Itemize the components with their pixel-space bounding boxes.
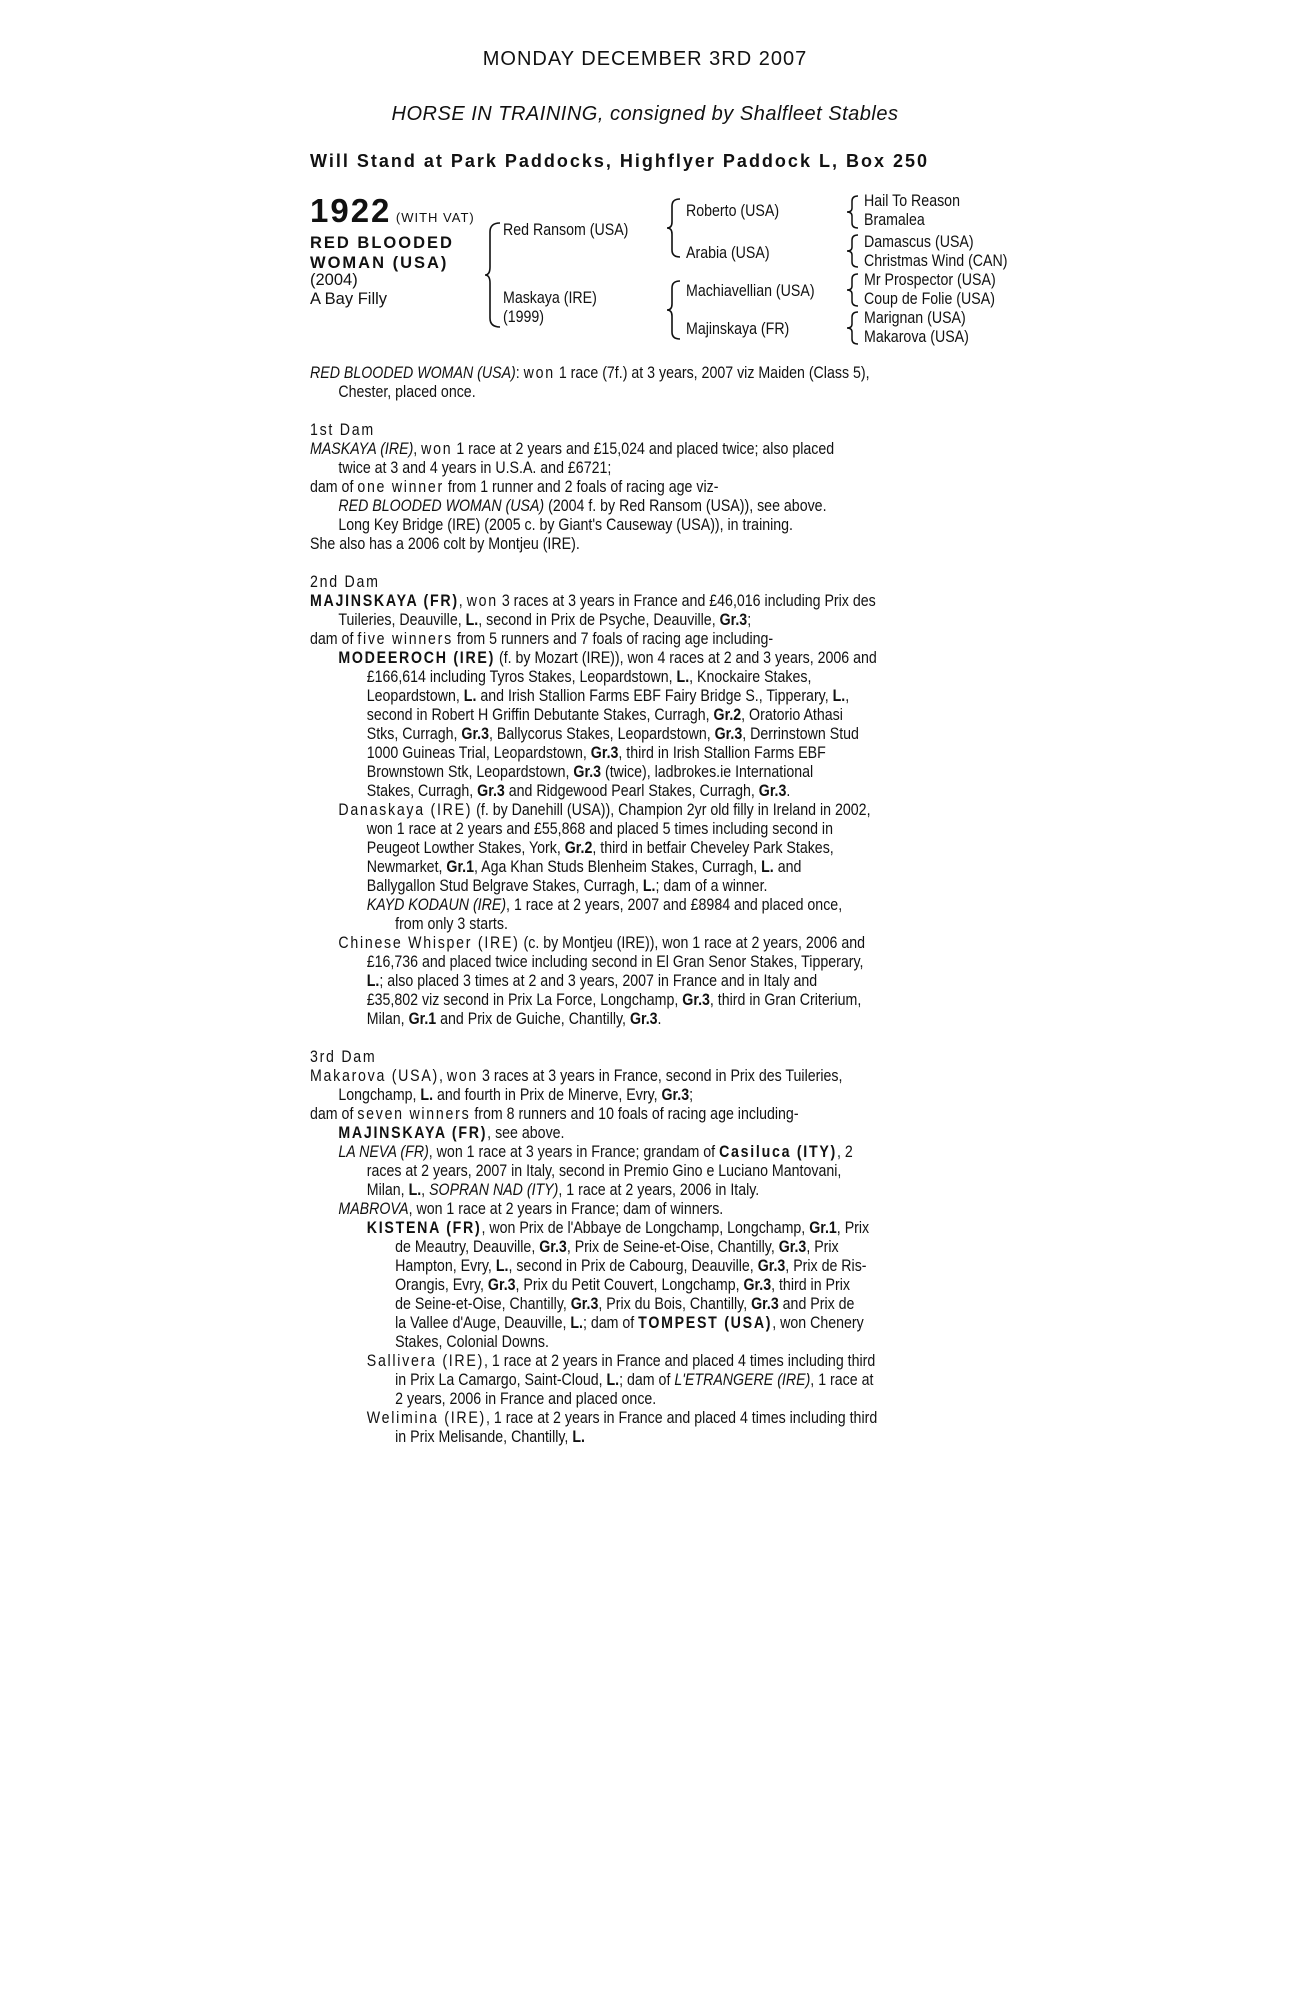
- record-text: Stakes, Colonial Downs.: [395, 1333, 549, 1351]
- consignment-line: HORSE IN TRAINING, consigned by Shalfleet Stables: [391, 103, 899, 125]
- record-text: 1000 Guineas Trial, Leopardstown,: [366, 744, 591, 762]
- horse-name: [310, 233, 454, 273]
- record-text: Gr.3: [590, 744, 619, 762]
- record-text: 1 race (7f.) at 3 years, 2007 viz Maiden (Class 5),: [554, 364, 870, 382]
- record-line: [310, 915, 946, 934]
- record-text: and Prix de Guiche, Chantilly,: [436, 1010, 630, 1028]
- record-text: and fourth in Prix de Minerve, Evry,: [433, 1086, 662, 1104]
- record-text: Gr.3: [661, 1086, 690, 1104]
- record-text: and Irish Stallion Farms EBF Fairy Bridge S., Tipperary,: [476, 687, 833, 705]
- record-text: Gr.1: [809, 1219, 837, 1237]
- record-text: Milan,: [366, 1010, 409, 1028]
- record-text: L.: [463, 687, 477, 705]
- pedigree-ggp-8: Makarova (USA): [864, 328, 969, 346]
- record-line: [310, 383, 946, 402]
- record-text: dam of: [310, 1105, 358, 1123]
- record-text: .: [786, 782, 791, 800]
- record-text: in Prix La Camargo, Saint-Cloud,: [395, 1371, 607, 1389]
- record-text: Longchamp,: [338, 1086, 421, 1104]
- record-line: [310, 725, 946, 744]
- record-text: , won Chenery: [772, 1314, 864, 1332]
- record-line: [310, 877, 946, 896]
- record-line: [310, 1143, 946, 1162]
- record-line: [310, 1238, 946, 1257]
- record-text: in Prix Melisande, Chantilly,: [395, 1428, 573, 1446]
- lot-number-block: [310, 192, 475, 230]
- record-line: [310, 497, 946, 516]
- record-text: and Prix de: [778, 1295, 855, 1313]
- record-text: Gr.2: [564, 839, 593, 857]
- record-text: Brownstown Stk, Leopardstown,: [366, 763, 574, 781]
- record-line: [310, 1390, 946, 1409]
- record-text: Newmarket,: [366, 858, 447, 876]
- record-text: MABROVA: [338, 1200, 409, 1218]
- record-text: won: [446, 1067, 479, 1085]
- record-text: Stks, Curragh,: [366, 725, 462, 743]
- record-text: Danaskaya (IRE): [338, 801, 473, 819]
- record-text: L.: [676, 668, 690, 686]
- record-text: (f. by Mozart (IRE)), won 4 races at 2 and 3 years, 2006 and: [495, 649, 877, 667]
- record-text: won: [466, 592, 498, 610]
- record-text: , Prix du Bois, Chantilly,: [598, 1295, 752, 1313]
- record-text: , Prix: [836, 1219, 870, 1237]
- record-text: 3 races at 3 years in France and £46,016 including Prix des: [497, 592, 876, 610]
- record-text: ;: [689, 1086, 694, 1104]
- record-text: from 1 runner and 2 foals of racing age viz-: [443, 478, 719, 496]
- record-text: Chinese Whisper (IRE): [338, 934, 520, 952]
- record-line: [310, 1200, 946, 1219]
- pedigree-brace-dam: [666, 280, 684, 340]
- record-line: [310, 1010, 946, 1029]
- record-text: 2nd Dam: [310, 573, 380, 591]
- record-text: five winners: [357, 630, 453, 648]
- record-text: (twice), ladbrokes.ie International: [601, 763, 814, 781]
- record-line: [310, 1124, 946, 1143]
- record-text: twice at 3 and 4 years in U.S.A. and £6721;: [338, 459, 612, 477]
- record-text: Gr.3: [719, 611, 748, 629]
- record-line: [310, 1162, 946, 1181]
- record-text: Orangis, Evry,: [395, 1276, 488, 1294]
- record-text: L.: [408, 1181, 422, 1199]
- record-line: [310, 1352, 946, 1371]
- record-text: MASKAYA (IRE): [310, 440, 414, 458]
- record-text: dam of: [310, 630, 358, 648]
- record-text: :: [515, 364, 524, 382]
- record-text: , see above.: [487, 1124, 565, 1142]
- record-line: [310, 1086, 946, 1105]
- record-line: [310, 1067, 946, 1086]
- record-text: ; dam of: [619, 1371, 675, 1389]
- pedigree-dam-sire: Machiavellian (USA): [686, 282, 815, 300]
- record-text: ,: [421, 1181, 430, 1199]
- record-text: L.: [420, 1086, 434, 1104]
- record-text: SOPRAN NAD (ITY): [429, 1181, 559, 1199]
- record-text: won: [421, 440, 453, 458]
- record-line: [310, 706, 946, 725]
- record-text: Gr.3: [573, 763, 602, 781]
- record-text: 2 years, 2006 in France and placed once.: [395, 1390, 657, 1408]
- record-text: , second in Prix de Psyche, Deauville,: [478, 611, 720, 629]
- horse-details: [310, 271, 387, 309]
- record-text: ,: [438, 1067, 447, 1085]
- record-text: MAJINSKAYA (FR): [338, 1124, 488, 1142]
- record-text: Gr.3: [477, 782, 505, 800]
- record-line: [310, 1333, 946, 1352]
- record-text: Gr.2: [713, 706, 742, 724]
- record-text: , third in Gran Criterium,: [709, 991, 862, 1009]
- record-line: [310, 1105, 946, 1124]
- record-line: [310, 440, 946, 459]
- record-text: , 2: [836, 1143, 853, 1161]
- record-text: (2004 f. by Red Ransom (USA)), see above.: [544, 497, 827, 515]
- record-text: L.: [606, 1371, 620, 1389]
- record-text: Gr.3: [757, 1257, 786, 1275]
- record-text: seven winners: [357, 1105, 471, 1123]
- record-text: L.: [832, 687, 846, 705]
- pedigree-ggp-4: Christmas Wind (CAN): [864, 252, 1008, 270]
- record-line: [310, 1428, 946, 1447]
- record-text: MODEEROCH (IRE): [338, 649, 496, 667]
- record-text: and Ridgewood Pearl Stakes, Curragh,: [504, 782, 759, 800]
- record-text: , 1 race at 2 years, 2006 in Italy.: [558, 1181, 760, 1199]
- pedigree-ggp-1: Hail To Reason: [864, 192, 960, 210]
- record-line: [310, 364, 946, 383]
- record-text: Casiluca (ITY): [719, 1143, 837, 1161]
- record-line: [310, 801, 946, 820]
- record-line: [310, 1409, 946, 1428]
- record-text: Welimina (IRE): [366, 1409, 486, 1427]
- record-text: KAYD KODAUN (IRE): [366, 896, 507, 914]
- record-text: RED BLOODED WOMAN (USA): [338, 497, 545, 515]
- pedigree-brace-sire: [666, 198, 684, 258]
- record-text: , third in Irish Stallion Farms EBF: [618, 744, 826, 762]
- pedigree-brace-ggp-3: [846, 273, 860, 307]
- record-line: [310, 573, 946, 592]
- record-line: [310, 934, 946, 953]
- record-text: Gr.3: [743, 1276, 772, 1294]
- pedigree-ggp-5: Mr Prospector (USA): [864, 271, 996, 289]
- record-text: RED BLOODED WOMAN (USA): [310, 364, 516, 382]
- record-text: Gr.3: [629, 1010, 658, 1028]
- pedigree-ggp-2: Bramalea: [864, 211, 925, 229]
- record-line: [310, 1314, 946, 1333]
- record-text: Stakes, Curragh,: [366, 782, 478, 800]
- record-text: 3 races at 3 years in France, second in Prix des Tuileries,: [478, 1067, 843, 1085]
- record-text: from 8 runners and 10 foals of racing age including-: [470, 1105, 799, 1123]
- record-line: [310, 668, 946, 687]
- record-text: one winner: [357, 478, 444, 496]
- produce-record: [310, 364, 1050, 1447]
- record-line: [310, 592, 946, 611]
- record-text: £16,736 and placed twice including second in El Gran Senor Stakes, Tipperary,: [366, 953, 864, 971]
- record-line: [310, 896, 946, 915]
- record-text: L.: [366, 972, 380, 990]
- horse-description: A Bay Filly: [310, 290, 388, 308]
- record-line: [310, 1219, 946, 1238]
- horse-name-line-1: RED BLOODED: [310, 234, 454, 252]
- record-text: , won 1 race at 3 years in France; grandam of: [428, 1143, 720, 1161]
- record-text: dam of: [310, 478, 358, 496]
- record-text: , Prix du Petit Couvert, Longchamp,: [515, 1276, 744, 1294]
- record-text: Gr.3: [487, 1276, 516, 1294]
- record-line: [310, 516, 946, 535]
- record-text: , Derrinstown Stud: [742, 725, 859, 743]
- record-text: , Aga Khan Studs Blenheim Stakes, Curragh,: [474, 858, 762, 876]
- record-text: , won Prix de l'Abbaye de Longchamp, Longchamp,: [481, 1219, 810, 1237]
- record-line: [310, 1048, 946, 1067]
- record-text: Gr.1: [408, 1010, 437, 1028]
- record-line: [310, 535, 946, 554]
- spacer: [310, 402, 946, 421]
- pedigree-dam-dam: Majinskaya (FR): [686, 320, 790, 338]
- record-line: [310, 953, 946, 972]
- pedigree-brace-ggp-4: [846, 311, 860, 345]
- record-line: [310, 478, 946, 497]
- record-text: Tuileries, Deauville,: [338, 611, 466, 629]
- record-text: , 1 race at: [810, 1371, 874, 1389]
- record-text: Chester, placed once.: [338, 383, 476, 401]
- spacer: [310, 554, 946, 573]
- record-text: ; dam of a winner.: [655, 877, 768, 895]
- record-text: L.: [495, 1257, 509, 1275]
- record-text: from 5 runners and 7 foals of racing age including-: [452, 630, 774, 648]
- record-text: , won 1 race at 2 years in France; dam of winners.: [408, 1200, 724, 1218]
- record-text: Leopardstown,: [366, 687, 464, 705]
- record-text: (c. by Montjeu (IRE)), won 1 race at 2 years, 2006 and: [519, 934, 866, 952]
- horse-name-line-2: WOMAN (USA): [310, 254, 449, 272]
- pedigree-sire-dam: Arabia (USA): [686, 244, 770, 262]
- record-text: ; also placed 3 times at 2 and 3 years, 2007 in France and in Italy and: [379, 972, 818, 990]
- record-text: L.: [642, 877, 656, 895]
- record-text: from only 3 starts.: [395, 915, 508, 933]
- pedigree-ggp-3: Damascus (USA): [864, 233, 974, 251]
- record-text: , Oratorio Athasi: [741, 706, 843, 724]
- record-line: [310, 1276, 946, 1295]
- pedigree-dam: Maskaya (IRE): [503, 289, 597, 307]
- record-text: ,: [413, 440, 422, 458]
- sale-date: MONDAY DECEMBER 3RD 2007: [482, 48, 808, 70]
- record-text: Gr.3: [751, 1295, 779, 1313]
- record-text: L.: [570, 1314, 583, 1332]
- record-text: , Ballycorus Stakes, Leopardstown,: [489, 725, 715, 743]
- pedigree-sire-sire: Roberto (USA): [686, 202, 780, 220]
- record-text: LA NEVA (FR): [338, 1143, 429, 1161]
- record-line: [310, 687, 946, 706]
- record-text: , Prix de Ris-: [785, 1257, 867, 1275]
- record-text: 1 race at 2 years and £15,024 and placed twice; also placed: [452, 440, 835, 458]
- pedigree-dam-year: (1999): [503, 308, 545, 326]
- record-text: 3rd Dam: [310, 1048, 377, 1066]
- record-text: (f. by Danehill (USA)), Champion 2yr old filly in Ireland in 2002,: [472, 801, 871, 819]
- record-text: la Vallee d'Auge, Deauville,: [395, 1314, 571, 1332]
- record-text: £35,802 viz second in Prix La Force, Longchamp,: [366, 991, 683, 1009]
- record-text: Gr.3: [758, 782, 787, 800]
- record-text: Gr.3: [778, 1238, 807, 1256]
- record-text: won: [523, 364, 555, 382]
- record-text: Hampton, Evry,: [395, 1257, 496, 1275]
- record-text: Sallivera (IRE): [366, 1352, 485, 1370]
- record-text: Gr.1: [446, 858, 475, 876]
- record-line: [310, 782, 946, 801]
- record-text: £166,614 including Tyros Stakes, Leopardstown,: [366, 668, 677, 686]
- record-text: Makarova (USA): [310, 1067, 439, 1085]
- record-text: MAJINSKAYA (FR): [310, 592, 459, 610]
- record-text: KISTENA (FR): [366, 1219, 482, 1237]
- record-text: won 1 race at 2 years and £55,868 and placed 5 times including second in: [366, 820, 833, 838]
- record-text: ;: [747, 611, 752, 629]
- record-text: Gr.3: [682, 991, 710, 1009]
- record-line: [310, 839, 946, 858]
- record-text: L.: [761, 858, 774, 876]
- pedigree-brace-ggp-2: [846, 234, 860, 268]
- record-line: [310, 630, 946, 649]
- record-line: [310, 611, 946, 630]
- pedigree-sire: Red Ransom (USA): [503, 221, 629, 239]
- record-line: [310, 991, 946, 1010]
- record-text: de Seine-et-Oise, Chantilly,: [395, 1295, 571, 1313]
- pedigree-ggp-7: Marignan (USA): [864, 309, 966, 327]
- pedigree-brace-main: [484, 222, 504, 328]
- record-text: Ballygallon Stud Belgrave Stakes, Curragh,: [366, 877, 643, 895]
- record-text: , third in betfair Cheveley Park Stakes,: [592, 839, 834, 857]
- record-text: , 1 race at 2 years, 2007 and £8984 and placed once,: [506, 896, 843, 914]
- record-text: Peugeot Lowther Stakes, York,: [366, 839, 565, 857]
- record-line: [310, 763, 946, 782]
- record-text: de Meautry, Deauville,: [395, 1238, 540, 1256]
- record-text: Gr.3: [539, 1238, 567, 1256]
- record-text: She also has a 2006 colt by Montjeu (IRE).: [310, 535, 580, 553]
- horse-year: (2004): [310, 271, 358, 289]
- vat-note: (WITH VAT): [395, 210, 475, 225]
- record-text: ,: [458, 592, 467, 610]
- record-text: Milan,: [366, 1181, 409, 1199]
- pedigree-brace-ggp-1: [846, 195, 860, 229]
- record-text: , 1 race at 2 years in France and placed 4 times including third: [484, 1352, 876, 1370]
- record-line: [310, 459, 946, 478]
- record-line: [310, 972, 946, 991]
- record-text: Gr.3: [461, 725, 490, 743]
- record-text: , Prix de Seine-et-Oise, Chantilly,: [566, 1238, 779, 1256]
- record-line: [310, 1181, 946, 1200]
- record-text: Gr.3: [714, 725, 743, 743]
- record-text: races at 2 years, 2007 in Italy, second in Premio Gino e Luciano Mantovani,: [366, 1162, 842, 1180]
- record-line: [310, 1295, 946, 1314]
- record-line: [310, 744, 946, 763]
- record-line: [310, 649, 946, 668]
- record-text: Gr.3: [570, 1295, 599, 1313]
- record-text: and: [773, 858, 802, 876]
- record-line: [310, 1257, 946, 1276]
- record-text: , third in Prix: [771, 1276, 850, 1294]
- record-line: [310, 421, 946, 440]
- record-text: TOMPEST (USA): [638, 1314, 773, 1332]
- record-text: ; dam of: [582, 1314, 639, 1332]
- record-line: [310, 1371, 946, 1390]
- record-text: second in Robert H Griffin Debutante Stakes, Curragh,: [366, 706, 714, 724]
- record-text: L.: [465, 611, 479, 629]
- record-text: L'ETRANGERE (IRE): [674, 1371, 811, 1389]
- record-text: Long Key Bridge (IRE) (2005 c. by Giant's Causeway (USA)), in training.: [338, 516, 794, 534]
- lot-number: 1922: [310, 192, 392, 229]
- record-text: , 1 race at 2 years in France and placed 4 times including third: [485, 1409, 878, 1427]
- record-text: 1st Dam: [310, 421, 375, 439]
- record-text: ,: [845, 687, 850, 705]
- spacer: [310, 1029, 946, 1048]
- record-text: , Prix: [806, 1238, 839, 1256]
- stand-location: Will Stand at Park Paddocks, Highflyer Paddock L, Box 250: [310, 151, 929, 171]
- record-line: [310, 820, 946, 839]
- record-text: , second in Prix de Cabourg, Deauville,: [508, 1257, 758, 1275]
- record-text: , Knockaire Stakes,: [689, 668, 812, 686]
- record-line: [310, 858, 946, 877]
- pedigree-ggp-6: Coup de Folie (USA): [864, 290, 995, 308]
- record-text: .: [657, 1010, 662, 1028]
- record-text: L.: [572, 1428, 585, 1446]
